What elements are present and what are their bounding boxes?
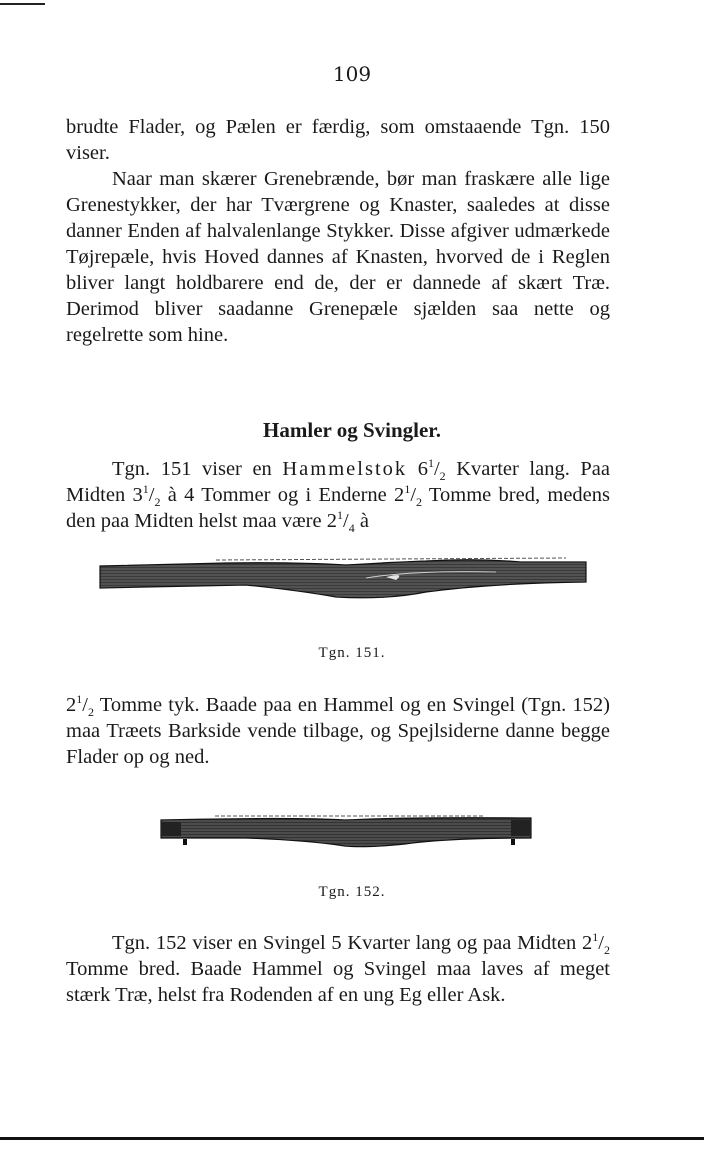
paragraph-1: brudte Flader, og Pælen er færdig, som omstaaende Tgn. 150 viser.	[66, 116, 610, 164]
top-rule	[0, 3, 45, 5]
paragraph-3: Tgn. 151 viser en Hammelstok $6^1/_2$ Kvarter lang. Paa Midten $3^1/_2$ à 4 Tommer og i Enderne $2^1/_2$ Tomme bred, medens den paa Midten helst maa være $2^1/_4$ à	[66, 456, 610, 536]
paragraph-2: Naar man skærer Grenebrænde, bør man fraskære alle lige Grenestykker, der har Tværgrene og Knaster, saaledes at disse danner Enden af halvalenlange Stykker. Disse afgiver udmærkede Tøjrepæle, hvis Hoved dannes af Knasten, hvorved de i Reglen bliver langt holdbarere end de, der er dannede af skært Træ. Derimod bliver saadanne Grenepæle sjælden saa nette og regelrette som hine.	[66, 168, 610, 346]
bottom-rule	[0, 1137, 704, 1140]
section-heading: Hamler og Svingler.	[263, 418, 441, 442]
figure-152-caption: Tgn. 152.	[318, 884, 386, 900]
figure-151-hammelstok	[96, 550, 590, 610]
paragraph-5: Tgn. 152 viser en Svingel 5 Kvarter lang og paa Midten $2^1/_2$ Tomme bred. Baade Hammel og Svingel maa laves af meget stærk Træ, helst fra Rodenden af en ung Eg eller Ask.	[66, 930, 610, 1006]
page-number: 109	[332, 62, 372, 86]
figure-151-caption: Tgn. 151.	[318, 645, 386, 661]
paragraph-4: $2^1/_2$ Tomme tyk. Baade paa en Hammel og en Svingel (Tgn. 152) maa Træets Barkside vende tilbage, og Spejlsiderne danne begge Flader op og ned.	[66, 692, 610, 768]
figure-152-svingel	[155, 808, 537, 856]
